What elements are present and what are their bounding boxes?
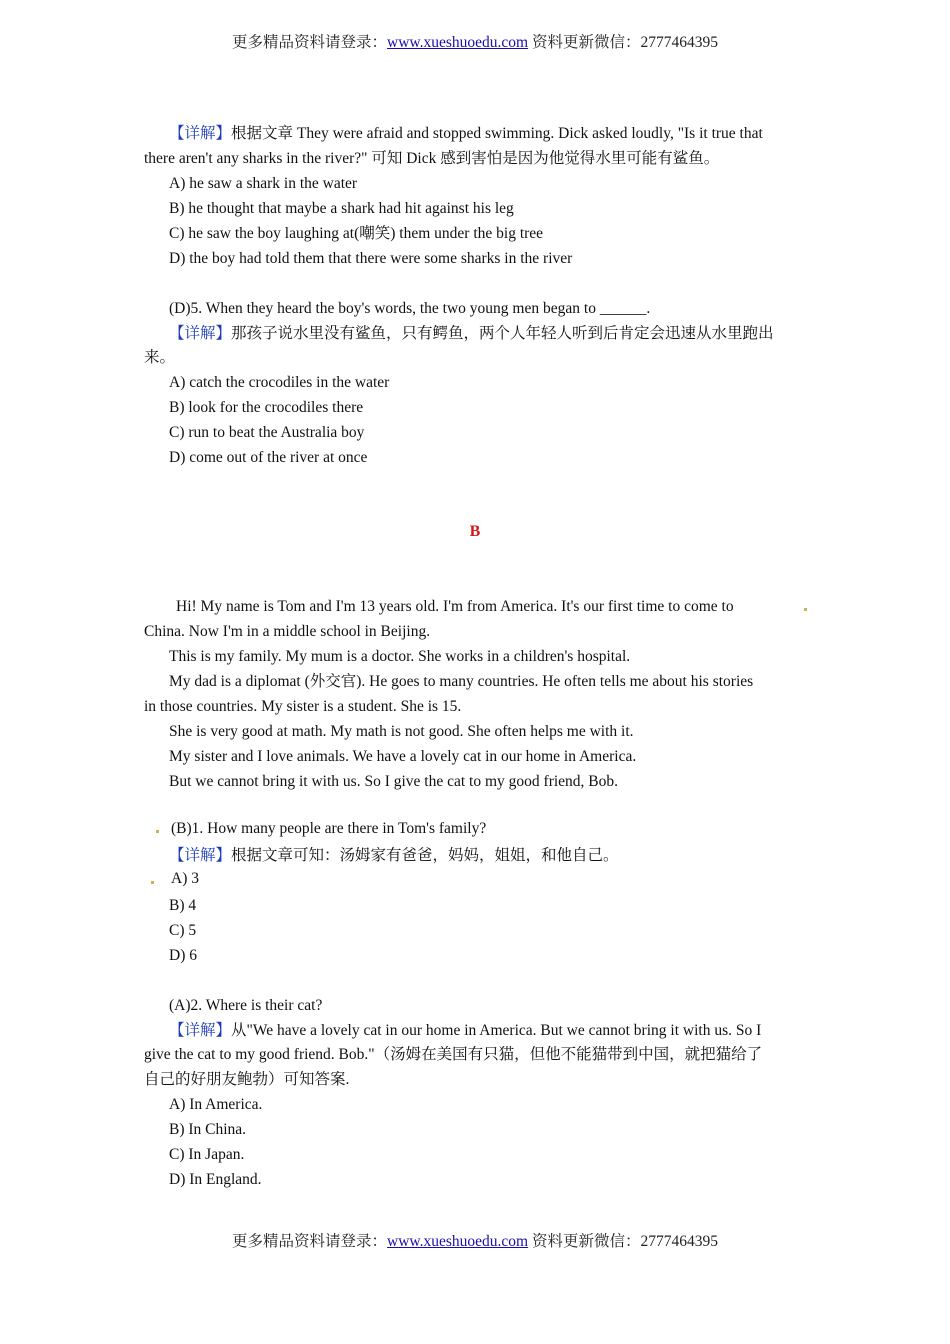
footer-site-link[interactable]: www.xueshuoedu.com bbox=[387, 1233, 529, 1250]
q4-option-c: C) he saw the boy laughing at(嘲笑) them under the big tree bbox=[169, 225, 544, 242]
footer-prefix: 更多精品资料请登录： bbox=[232, 1233, 388, 1250]
explain-tag: 【详解】 bbox=[169, 1022, 232, 1039]
b-q2-explanation-text-1: 从"We have a lovely cat in our home in America. But we cannot bring it with us. So I bbox=[231, 1022, 762, 1039]
q4-explanation-line-1 bbox=[169, 124, 808, 144]
passage-line-8: But we cannot bring it with us. So I give the cat to my good friend, Bob. bbox=[169, 773, 619, 790]
marker-dot bbox=[156, 830, 159, 833]
b-q2-option-b: B) In China. bbox=[169, 1121, 247, 1138]
marker-dot bbox=[804, 608, 807, 611]
b-q1-option-c: C) 5 bbox=[169, 922, 197, 939]
b-q1-explanation bbox=[169, 846, 808, 866]
b-q2-explanation-line-1 bbox=[169, 1021, 808, 1041]
explain-tag: 【详解】 bbox=[169, 325, 232, 342]
explain-tag: 【详解】 bbox=[169, 125, 232, 142]
q4-option-b: B) he thought that maybe a shark had hit against his leg bbox=[169, 200, 514, 217]
q4-explanation-line-2: there aren't any sharks in the river?" 可知 Dick 感到害怕是因为他觉得水里可能有鲨鱼。 bbox=[144, 150, 720, 167]
b-q1-option-d: D) 6 bbox=[169, 947, 197, 964]
b-q2-option-a: A) In America. bbox=[169, 1096, 263, 1113]
b-q2-option-c: C) In Japan. bbox=[169, 1146, 245, 1163]
b-q2-question: (A)2. Where is their cat? bbox=[169, 997, 323, 1014]
b-q2-option-d: D) In England. bbox=[169, 1171, 262, 1188]
page-header bbox=[0, 30, 950, 52]
section-b-heading: B bbox=[469, 523, 481, 540]
explain-tag: 【详解】 bbox=[169, 847, 232, 864]
q5-option-a: A) catch the crocodiles in the water bbox=[169, 374, 390, 391]
q4-explanation-text-1: 根据文章 They were afraid and stopped swimming. Dick asked loudly, "Is it true that bbox=[231, 125, 763, 142]
b-q1-explanation-text: 根据文章可知：汤姆家有爸爸，妈妈，姐姐，和他自己。 bbox=[231, 847, 619, 864]
q5-question: (D)5. When they heard the boy's words, the two young men began to ______. bbox=[169, 300, 651, 317]
marker-dot bbox=[151, 881, 154, 884]
b-q1-option-b: B) 4 bbox=[169, 897, 197, 914]
page-footer bbox=[0, 1229, 950, 1251]
q5-option-c: C) run to beat the Australia boy bbox=[169, 424, 365, 441]
b-q2-explanation-line-2: give the cat to my good friend. Bob."（汤姆在美国有只猫，但他不能猫带到中国，就把猫给了 bbox=[144, 1046, 763, 1063]
header-wechat: 资料更新微信：2777464395 bbox=[528, 34, 718, 51]
q5-explanation-text-1: 那孩子说水里没有鲨鱼，只有鳄鱼，两个人年轻人听到后肯定会迅速从水里跑出 bbox=[231, 325, 774, 342]
header-prefix: 更多精品资料请登录： bbox=[232, 34, 388, 51]
b-q1-option-a: A) 3 bbox=[171, 870, 199, 887]
passage-line-6: She is very good at math. My math is not good. She often helps me with it. bbox=[169, 723, 634, 740]
q5-explanation-line-1 bbox=[169, 324, 808, 344]
q5-option-d: D) come out of the river at once bbox=[169, 449, 368, 466]
q5-option-b: B) look for the crocodiles there bbox=[169, 399, 364, 416]
header-site-link[interactable]: www.xueshuoedu.com bbox=[387, 34, 529, 51]
b-q1-question: (B)1. How many people are there in Tom's family? bbox=[171, 820, 487, 837]
passage-line-3: This is my family. My mum is a doctor. She works in a children's hospital. bbox=[169, 648, 631, 665]
q5-explanation-line-2: 来。 bbox=[144, 349, 176, 366]
q4-option-a: A) he saw a shark in the water bbox=[169, 175, 358, 192]
q4-option-d: D) the boy had told them that there were some sharks in the river bbox=[169, 250, 573, 267]
passage-line-5: in those countries. My sister is a student. She is 15. bbox=[144, 698, 462, 715]
passage-line-1: Hi! My name is Tom and I'm 13 years old. I'm from America. It's our first time to come to bbox=[176, 598, 734, 615]
footer-wechat: 资料更新微信：2777464395 bbox=[528, 1233, 718, 1250]
b-q2-explanation-line-3: 自己的好朋友鲍勃）可知答案. bbox=[144, 1071, 350, 1088]
passage-line-2: China. Now I'm in a middle school in Beijing. bbox=[144, 623, 431, 640]
passage-line-7: My sister and I love animals. We have a lovely cat in our home in America. bbox=[169, 748, 637, 765]
passage-line-4: My dad is a diplomat (外交官). He goes to many countries. He often tells me about his stories bbox=[169, 673, 754, 690]
